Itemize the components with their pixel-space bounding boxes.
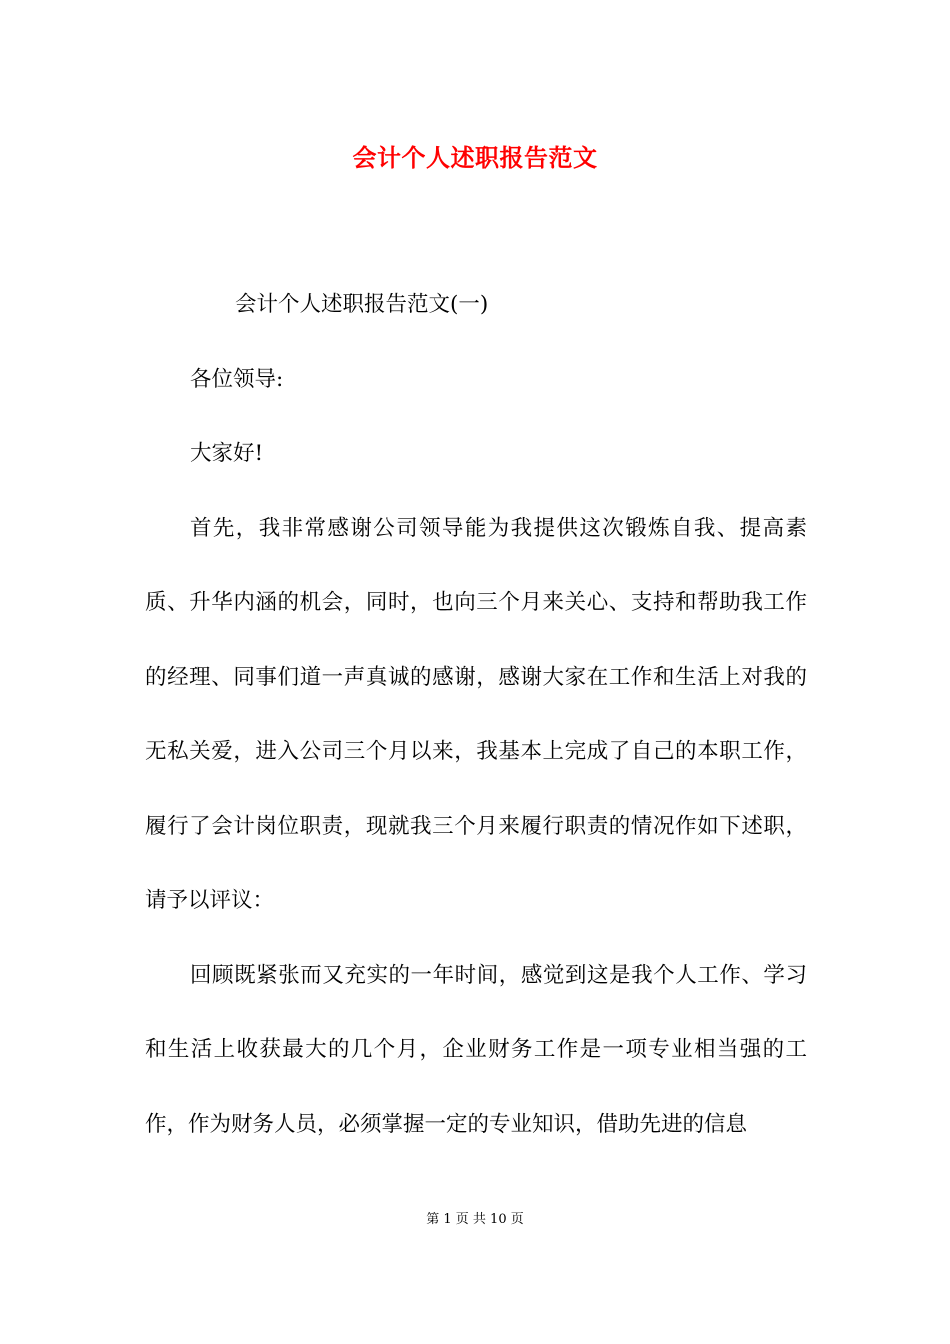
body-paragraph: 首先，我非常感谢公司领导能为我提供这次锻炼自我、提高素质、升华内涵的机会，同时，也向三个月来关心、支持和帮助我工作的经理、同事们道一声真诚的感谢，感谢大家在工作和生活上对我的无私关爱，进入公司三个月以来，我基本上完成了自己的本职工作，履行了会计岗位职责，现就我三个月来履行职责的情况作如下述职，请予以评议： (145, 515, 807, 913)
body-paragraph: 回顾既紧张而又充实的一年时间，感觉到这是我个人工作、学习和生活上收获最大的几个月，企业财务工作是一项专业相当强的工作，作为财务人员，必须掌握一定的专业知识，借助先进的信息 (145, 962, 807, 1137)
document-body (145, 268, 807, 1162)
page-number-footer: 第 1 页 共 10 页 (426, 1212, 524, 1227)
document-title: 会计个人述职报告范文 (352, 143, 598, 172)
section-subtitle: 会计个人述职报告范文(一) (235, 292, 489, 317)
greeting: 大家好! (190, 441, 264, 466)
salutation: 各位领导: (190, 366, 284, 392)
